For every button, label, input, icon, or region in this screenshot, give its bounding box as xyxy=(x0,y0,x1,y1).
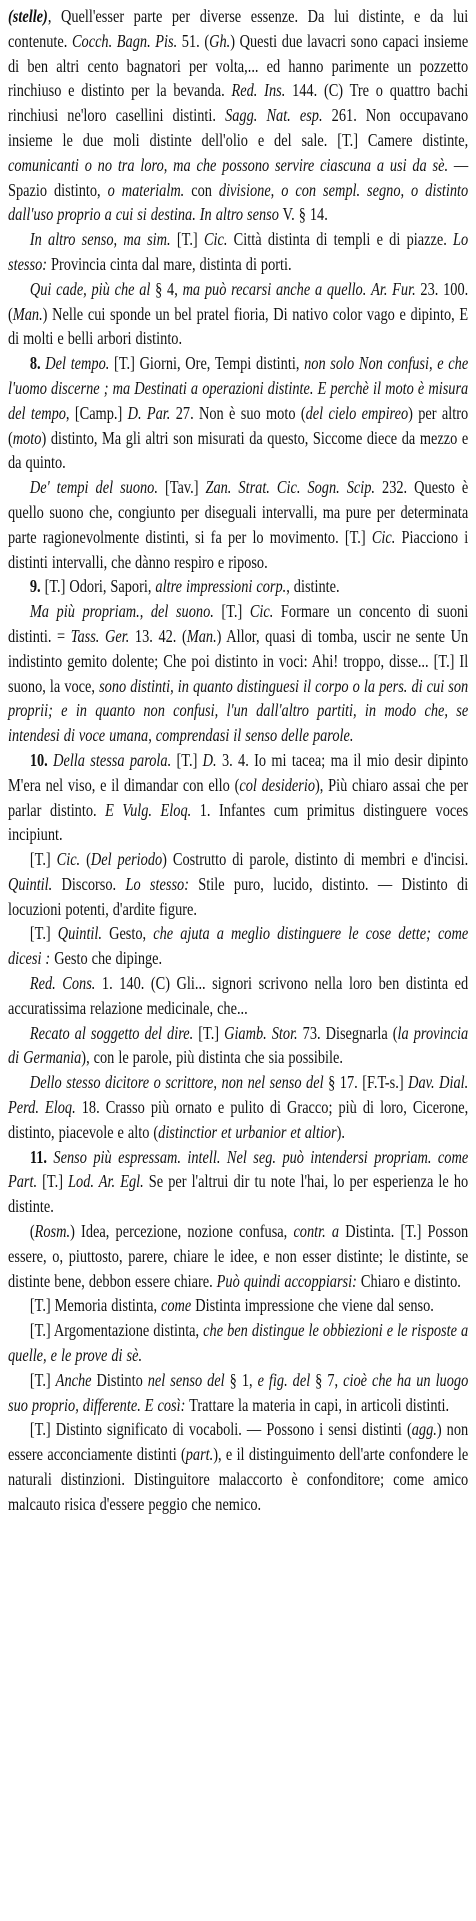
text-run: ( xyxy=(29,1221,35,1242)
text-run: 23. 100. ( xyxy=(8,278,469,324)
text-run: Zan. Strat. Cic. Sogn. Scip. xyxy=(205,477,376,498)
text-run: ), e il distinguimento dell'arte confondere le naturali distinzioni. Distinguitore malaccorto è confonditore; come amico malcauto risica d'essere peggio che nemico. xyxy=(8,1444,469,1514)
text-run: Qui cade, più che al xyxy=(29,278,151,299)
entry-paragraph xyxy=(8,1219,468,1293)
text-run: Ar. Fur. xyxy=(371,278,416,299)
entry-paragraph xyxy=(8,227,468,277)
text-run: Rosm. xyxy=(34,1221,71,1242)
text-run: Lod. Ar. Egl. xyxy=(68,1171,144,1192)
text-run: [T.] Distinto significato di vocaboli. — Possono i sensi distinti ( xyxy=(29,1419,412,1440)
entry-paragraph xyxy=(8,1318,468,1368)
text-run: [T.] xyxy=(193,1022,225,1043)
text-run: Gh. xyxy=(209,30,231,51)
text-run: che ben distingue le obbiezioni e le risposte a quelle, e le prove di sè. xyxy=(8,1320,469,1366)
text-run: divisione, o con sempl. segno, o distinto dall'uso proprio a cui si destina. In altro senso xyxy=(8,179,469,225)
text-run: 8. xyxy=(29,353,46,374)
text-run: non solo Non confusi, e che l'uomo discerne ; ma Destinati a operazioni distinte. E perchè il moto è misura del tempo, xyxy=(8,353,469,423)
text-run: Lo stesso: xyxy=(8,229,469,274)
entry-paragraph xyxy=(8,1021,468,1071)
entry-paragraph xyxy=(8,1368,468,1418)
text-run: Cic. xyxy=(56,849,81,870)
text-run: [T.] xyxy=(213,601,250,622)
text-run: sono distinti, in quanto distinguesi il corpo o la pers. di cui son proprii; e in quanto non confusi, l'un dall'altro partiti, in modo che, se intendesi di voce umana, comprendasi il senso delle parole. xyxy=(8,675,469,746)
text-run: ) distinto, Ma gli altri son misurati da questo, Siccome diece da mezzo e da quinto. xyxy=(8,427,469,473)
text-run: 3. 4. Io mi tacea; ma il mio desir dipinto M'era nel viso, e il dimandar con ello ( xyxy=(8,749,469,795)
text-run: Cocch. Bagn. Pis. xyxy=(71,30,178,51)
text-run: § 4, xyxy=(150,278,183,299)
text-run: 73. Disegnarla ( xyxy=(297,1022,398,1043)
entry-paragraph xyxy=(8,1417,468,1516)
text-run: Se per l'altrui dir tu note l'hai, lo per esperienza le ho distinte. xyxy=(8,1171,469,1217)
text-run: Dello stesso dicitore o scrittore, non nel senso del xyxy=(29,1072,324,1093)
entry-paragraph xyxy=(8,599,468,748)
text-run: § 1, xyxy=(224,1369,258,1390)
text-run: Man. xyxy=(186,625,217,646)
text-run: Del periodo xyxy=(90,849,163,870)
text-run: Della stessa parola. xyxy=(53,749,172,770)
text-run: 261. Non occupavano insieme le due moli distinte dell'olio e del sale. [T.] Camere distinte, xyxy=(8,105,469,150)
text-run: che ajuta a meglio distinguere le cose dette; come dicesi : xyxy=(8,923,469,969)
text-run: In altro senso, ma sim. xyxy=(29,229,171,250)
text-run: ) Questi due lavacri sono capaci insieme di ben altri cento bagnatori per volta,... ed hanno parimente un pozzetto rinchiuso e distinto per la bevanda. xyxy=(8,30,469,101)
text-run: moto xyxy=(12,427,42,448)
text-run: 144. (C) Tre o quattro bachi rinchiusi ne'loro casellini distinti. xyxy=(8,80,469,126)
text-run: Ma più propriam., del suono. xyxy=(29,601,214,622)
entry-paragraph xyxy=(8,847,468,921)
text-run: 1. Infantes cum primitus distinguere voces incipiunt. xyxy=(8,799,469,845)
text-run: Senso più espressam. intell. Nel seg. può intendersi propriam. come Part. xyxy=(8,1146,469,1192)
text-run: Man. xyxy=(12,303,43,324)
text-run: Del tempo. xyxy=(45,353,110,374)
text-run: [Camp.] xyxy=(69,402,128,423)
text-run: agg. xyxy=(411,1419,437,1440)
dictionary-entry-text xyxy=(8,4,468,1517)
text-run: Distinta impressione che viene dal senso. xyxy=(191,1295,434,1316)
text-run: e fig. del xyxy=(257,1369,311,1390)
text-run: 27. Non è suo moto ( xyxy=(170,402,306,423)
text-run: 232. Questo è quello suono che, congiunto per diseguali intervalli, ma pure per determinata parte ragionevolmente distinti, si fa per lo movimento. [T.] xyxy=(8,477,469,547)
text-run: [T.] Giorni, Ore, Tempi distinti, xyxy=(109,353,305,374)
text-run: (stelle) xyxy=(8,6,48,26)
text-run: Quintil. xyxy=(57,923,103,944)
text-run: V. § 14. xyxy=(278,204,328,225)
text-run: [T.] xyxy=(29,849,57,870)
text-run: D. Par. xyxy=(127,402,171,423)
text-run: distinctior et urbanior et altior xyxy=(158,1121,337,1142)
entry-paragraph xyxy=(8,921,468,971)
text-run: contr. a xyxy=(293,1221,340,1242)
text-run: 9. xyxy=(29,576,45,597)
text-run: [T.] xyxy=(29,923,58,944)
text-run: 51. ( xyxy=(177,30,210,51)
text-run: [T.] xyxy=(37,1171,69,1192)
text-run: Red. Cons. xyxy=(29,973,96,994)
text-run: ) Idea, percezione, nozione confusa, xyxy=(70,1221,294,1242)
text-run: col desiderio xyxy=(239,774,316,795)
text-run: Città distinta di templi e di piazze. xyxy=(227,229,454,250)
text-run: Formare un concento di suoni distinti. = xyxy=(8,601,469,646)
entry-paragraph xyxy=(8,1070,468,1144)
entry-paragraph xyxy=(8,1293,468,1318)
text-run: 10. xyxy=(29,749,54,770)
text-run: ) Allor, quasi di tomba, uscir ne sente Un indistinto gemito dolente; Che poi distinto in voci: Ahi! troppo, disse... [T.] Il suono, la voce, xyxy=(8,625,469,696)
entry-paragraph xyxy=(8,475,468,574)
text-run: Cic. xyxy=(203,229,228,250)
text-run: [T.] Argomentazione distinta, xyxy=(29,1320,204,1341)
text-run: Cic. xyxy=(249,601,274,622)
text-run: Quintil. xyxy=(8,873,53,894)
text-run: altre impressioni corp. xyxy=(155,576,287,597)
text-run: Anche xyxy=(55,1369,92,1390)
text-run: Dav. Dial. Perd. Eloq. xyxy=(8,1072,469,1118)
text-run: cioè che ha un luogo suo proprio, differente. E così: xyxy=(8,1369,469,1415)
text-run: [Tav.] xyxy=(157,477,206,498)
entry-paragraph xyxy=(8,574,468,599)
text-run: ) per altro ( xyxy=(8,402,469,448)
entry-paragraph xyxy=(8,277,468,351)
text-run: [T.] xyxy=(29,1369,56,1390)
text-run: , distinte. xyxy=(286,576,340,597)
text-run: ) Nelle cui sponde un bel pratel fioria, Di nativo color vago e dipinto, E di molti e belli arbori distinto. xyxy=(8,303,469,349)
text-run: Provincia cinta dal mare, distinta di porti. xyxy=(47,253,292,274)
text-run: Trattare la materia in capi, in articoli distinti. xyxy=(185,1394,450,1415)
text-run: Chiaro e distinto. xyxy=(356,1270,461,1291)
text-run: De' tempi del suono. xyxy=(29,477,158,498)
text-run: E Vulg. Eloq. xyxy=(105,799,192,820)
text-run: comunicanti o no tra loro, ma che possono servire ciascuna a usi da sè. xyxy=(8,154,449,175)
text-run: § 7, xyxy=(310,1369,344,1390)
text-run: con xyxy=(184,179,219,200)
text-run: la provincia di Germania xyxy=(8,1022,469,1068)
text-run: ) non essere acconciamente distinti ( xyxy=(8,1419,469,1465)
entry-paragraph xyxy=(8,748,468,847)
text-run: Lo stesso: xyxy=(125,873,189,894)
text-run: Discorso. xyxy=(52,873,126,894)
text-run: Distinto xyxy=(91,1369,148,1390)
text-run: Può quindi accoppiarsi: xyxy=(216,1270,357,1291)
text-run: Piacciono i distinti intervalli, che dànno respiro e riposo. xyxy=(8,526,469,572)
text-run: ). xyxy=(336,1121,346,1142)
text-run: Gesto che dipinge. xyxy=(50,948,163,969)
text-run: ), Più chiaro assai che per parlar distinto. xyxy=(8,774,469,820)
entry-paragraph xyxy=(8,4,468,227)
text-run: 13. 42. ( xyxy=(129,625,187,646)
text-run: [T.] Odori, Sapori, xyxy=(44,576,156,597)
text-run: del cielo empireo xyxy=(305,402,409,423)
text-run: [T.] Memoria distinta, xyxy=(29,1295,162,1316)
text-run: Gesto, xyxy=(102,923,154,944)
text-run: come xyxy=(161,1295,192,1316)
text-run: part. xyxy=(185,1444,214,1465)
text-run: ma può recarsi anche a quello. xyxy=(182,278,367,299)
text-run: [T.] xyxy=(170,229,204,250)
text-run: Sagg. Nat. esp. xyxy=(225,105,323,126)
text-run: § 17. [F.T-s.] xyxy=(323,1072,409,1093)
text-run: Cic. xyxy=(371,526,396,547)
text-run: ( xyxy=(80,849,91,870)
text-run: 18. Crasso più ornato e pulito di Gracco; più di loro, Cicerone, distinto, piacevole e alto ( xyxy=(8,1097,469,1142)
text-run: D. xyxy=(202,749,217,770)
text-run: 1. 140. (C) Gli... signori scrivono nella loro ben distinta ed accuratissima relazione medicinale, che... xyxy=(8,973,469,1018)
text-run: 11. xyxy=(29,1146,54,1167)
text-run: Giamb. Stor. xyxy=(224,1022,298,1043)
text-run: Red. Ins. xyxy=(231,80,286,101)
text-run: [T.] xyxy=(171,749,203,770)
text-run: Recato al soggetto del dire. xyxy=(29,1022,194,1043)
text-run: — Spazio distinto, xyxy=(8,154,469,200)
entry-paragraph xyxy=(8,351,468,475)
text-run: Distinta. [T.] Posson essere, o, piuttosto, parere, chiare le idee, e non esser distinte; le distinte, se distinte bene, debbon essere chiare. xyxy=(8,1221,469,1291)
text-run: ), con le parole, più distinta che sia possibile. xyxy=(81,1047,343,1068)
text-run: ) Costrutto di parole, distinto di membri e d'incisi. xyxy=(162,849,469,870)
text-run: nel senso del xyxy=(147,1369,225,1390)
entry-paragraph xyxy=(8,1145,468,1219)
text-run: Tass. Ger. xyxy=(70,625,130,646)
entry-paragraph xyxy=(8,971,468,1021)
text-run: , Quell'esser parte per diverse essenze. Da lui distinte, e da lui contenute. xyxy=(8,6,469,51)
text-run: o materialm. xyxy=(107,179,185,200)
text-run: Stile puro, lucido, distinto. — Distinto di locuzioni potenti, d'ardite figure. xyxy=(8,873,469,919)
